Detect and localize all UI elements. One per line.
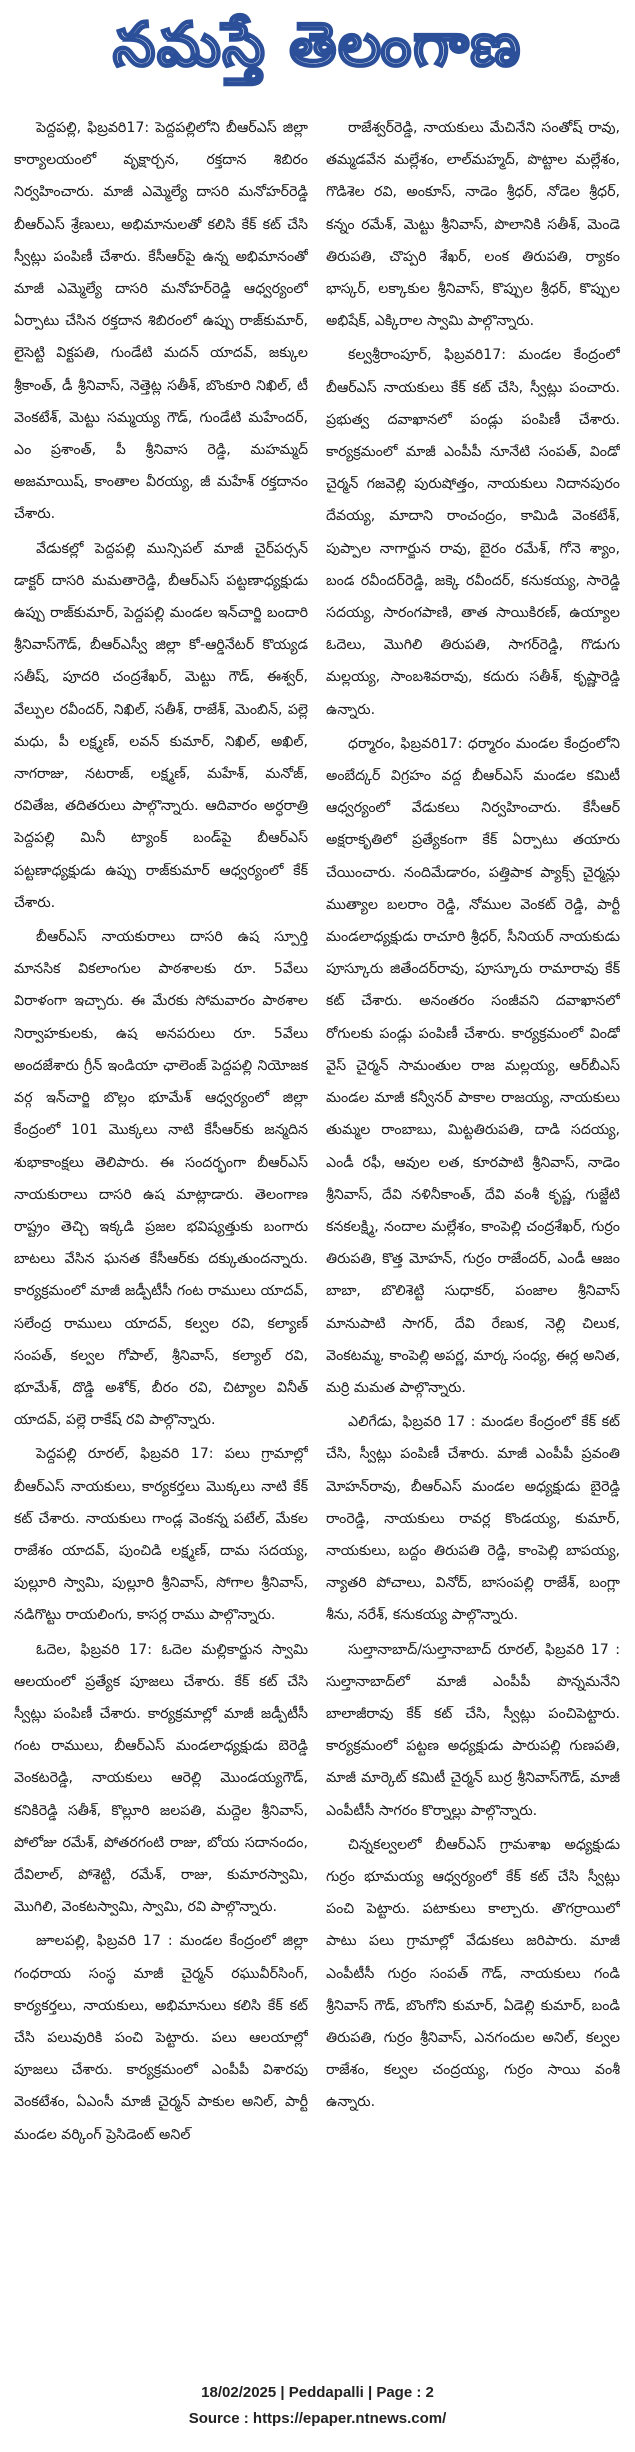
paragraph: పెద్దపల్లి రూరల్, ఫిబ్రవరి 17: పలు గ్రామాల్లో బీఆర్‌ఎస్ నాయకులు, కార్యకర్తలు మొక్కలు నాటి కేక్ కట్ చేశారు. నాయకులు గాండ్ల వెంకన్న పటేల్, మేకల రాజేశం యాదవ్, పుంచిడి లక్ష్మణ్, దామ సదయ్య, పుల్లూరి స్వామి, పుల్లూరి శ్రీనివాస్, సోగాల శ్రీనివాస్, నడిగొట్టు రాయలింగు, కాసర్ల రాము పాల్గొన్నారు. [14,1446,308,1624]
right-column [326,112,620,2322]
masthead [0,6,635,98]
paragraph: బీఆర్‌ఎస్ నాయకురాలు దాసరి ఉష స్పూర్తి మానసిక వికలాంగుల పాఠశాలకు రూ. 5వేలు విరాళంగా ఇచ్చారు. ఈ మేరకు సోమవారం పాఠశాల నిర్వాహకులకు, ఉష అనపరులు రూ. 5వేలు అందజేశారు గ్రీన్ ఇండియా ఛాలెంజ్ పెద్దపల్లి నియోజక వర్గ ఇన్‌చార్జి బొల్లం భూమేశ్ ఆధ్వర్యంలో జిల్లా కేంద్రంలో 101 మొక్కలు నాటి కేసీఆర్‌కు జన్మదిన శుభాకాంక్షలు తెలిపారు. ఈ సందర్భంగా బీఆర్‌ఎస్ నాయకురాలు దాసరి ఉష మాట్లాడారు. తెలంగాణ రాష్ట్రం తెచ్చి ఇక్కడి ప్రజల భవిష్యత్తుకు బంగారు బాటలు వేసిన ఘనత కేసీఆర్‌కు దక్కుతుందన్నారు. కార్యక్రమంలో మాజీ జడ్పీటీసీ గంట రాములు యాదవ్, సలేంద్ర రాములు యాదవ్, కల్వల రవి, కల్యాణ్ సంపత్, కల్వల గోపాల్, శ్రీనివాస్, కల్యాల్ రవి, భూమేశ్, దొడ్డి అశోక్, బీరం రవి, చిట్యాల వినీత్ యాదవ్, పల్లె రాకేష్ రవి పాల్గొన్నారు. [14,929,308,1429]
masthead-title: నమస్తే తెలంగాణ [112,10,523,80]
paragraph: జూలపల్లి, ఫిబ్రవరి 17 : మండల కేంద్రంలో జిల్లా గంధరాయ సంస్థ మాజీ చైర్మన్ రఘువీర్‌సింగ్, కార్యకర్తలు, నాయకులు, అభిమానులు కలిసి కేక్ కట్ చేసి పలువురికి పంచి పెట్టారు. పలు ఆలయాల్లో పూజలు చేశారు. కార్యక్రమంలో ఎంపీపీ విశారపు వెంకటేశం, ఏఎంసీ మాజీ చైర్మన్ పాకుల అనిల్, పార్టీ మండల వర్కింగ్ ప్రెసిడెంట్ అనిల్ [14,1933,308,2143]
left-column [14,112,308,2322]
paragraph: రాజేశ్వర్‌రెడ్డి, నాయకులు మేచినేని సంతోష్ రావు, తమ్మడవేన మల్లేశం, లాల్‌మహ్మద్, పొట్టాల మల్లేశం, గొడిశెల రవి, అంకూస్, నాడెం శ్రీధర్, నోడెల శ్రీధర్, కన్నం రమేశ్, మెట్టు శ్రీనివాస్, పొలానికి సతీశ్, మెండె తిరుపతి, చొప్పరి శేఖర్, లంక తిరుపతి, ర్యాకం భాస్కర్, లక్కాకుల శ్రీనివాస్, కొప్పుల శ్రీధర్, కొప్పుల అభిషేక్, ఎక్కిరాల స్వామి పాల్గొన్నారు. [326,120,620,330]
paragraph: ధర్మారం, ఫిబ్రవరి17: ధర్మారం మండల కేంద్రంలోని అంబేద్కర్ విగ్రహం వద్ద బీఆర్‌ఎస్ మండల కమిటీ ఆధ్వర్యంలో వేడుకలు నిర్వహించారు. కేసీఆర్ అక్షరాకృతిలో ప్రత్యేకంగా కేక్ ఏర్పాటు తయారు చేయించారు. నందిమేడారం, పత్తిపాక ప్యాక్స్ చైర్మన్లు ముత్యాల బలరాం రెడ్డి, నోముల వెంకట్ రెడ్డి, పార్టీ మండలాధ్యక్షుడు రాచూరి శ్రీధర్, సీనియర్ నాయకుడు పూస్కూరు జితేందర్‌రావు, పూస్కూరు రామారావు కేక్ కట్ చేశారు. అనంతరం సంజీవని దవాఖానలో రోగులకు పండ్లు పంపిణీ చేశారు. కార్యక్రమంలో విండో వైస్ చైర్మన్ సామంతుల రాజ మల్లయ్య, ఆర్‌బీఎస్ మండల మాజీ కన్వీనర్ పాకాల రాజయ్య, నాయకులు తుమ్మల రాంబాబు, మిట్టతిరుపతి, దాడి సదయ్య, ఎండీ రఫీ, ఆవుల లత, కూరపాటి శ్రీనివాస్, నాడెం శ్రీనివాస్, దేవి నళినీకాంత్, దేవి వంశీ కృష్ణ, గుజ్జేటి కనకలక్ష్మి, నందాల మల్లేశం, కాంపెల్లి చంద్రశేఖర్, గుర్రం తిరుపతి, కొత్త మోహన్, గుర్రం రాజేందర్, ఎండీ ఆజం బాబా, బొలిశెట్టి సుధాకర్, పంజాల శ్రీనివాస్ మానుపాటి సాగర్, దేవి రేణుక, నెల్లి చిలుక, వెంకటమ్మ, కాంపెల్లి అపర్ణ, మార్క సంధ్య, ఈర్ల అనిత, మర్రి మమత పాల్గొన్నారు. [326,735,620,1396]
paragraph: వేడుకల్లో పెద్దపల్లి మున్సిపల్ మాజీ చైర్‌పర్సన్ డాక్టర్ దాసరి మమతారెడ్డి, బీఆర్‌ఎస్ పట్టణాధ్యక్షుడు ఉప్పు రాజ్‌కుమార్, పెద్దపల్లి మండల ఇన్‌చార్జి బందారి శ్రీనివాస్‌గౌడ్, బీఆర్‌ఎస్వీ జిల్లా కో-ఆర్డినేటర్ కొయ్యడ సతీష్, పూదరి చంద్రశేఖర్, మెట్టు గౌడ్, ఈశ్వర్, వేల్పుల రవీందర్, నిఖిల్, సతీశ్, రాజేశ్, మెంబిన్, పల్లె మధు, పీ లక్ష్మణ్, లవన్ కుమార్, నిఖిల్, అఖిల్, నాగరాజు, నటరాజ్, లక్ష్మణ్, మహేశ్, మనోజ్, రవితేజ, తదితరులు పాల్గొన్నారు. ఆదివారం అర్ధరాత్రి పెద్దపల్లి మినీ ట్యాంక్ బండ్‌పై బీఆర్‌ఎస్ పట్టణాధ్యక్షుడు ఉప్పు రాజ్‌కుమార్ ఆధ్వర్యంలో కేక్ చేశారు. [14,540,308,911]
source-line: Source : https://epaper.ntnews.com/ [188,2410,447,2427]
article-columns [14,112,620,2322]
edition-line: 18/02/2025 | Peddapalli | Page : 2 [201,2384,434,2401]
paragraph: కల్వశ్రీరాంపూర్, ఫిబ్రవరి17: మండల కేంద్రంలో బీఆర్‌ఎస్ నాయకులు కేక్ కట్ చేసి, స్వీట్లు పంచారు. ప్రభుత్వ దవాఖానలో పండ్లు పంపిణీ చేశారు. కార్యక్రమంలో మాజీ ఎంపీపీ నూనేటి సంపత్, విండో చైర్మన్ గజవెల్లి పురుషోత్తం, నాయకులు నిదానపురం దేవయ్య, మాదాని రాంచంద్రం, కామిడి వెంకటేశ్, పుప్పాల నాగార్జున రావు, బైరం రమేశ్, గోనె శ్యాం, బండ రవీందర్‌రెడ్డి, జక్కె రవీందర్, కనుకయ్య, సారెడ్డి సదయ్య, సారంగపాణి, తాత సాయికిరణ్, ఉయ్యాల ఓదెలు, మొగిలి తిరుపతి, సాగర్‌రెడ్డి, గొడుగు మల్లయ్య, సాంబశివరావు, కదురు సతీశ్, కృష్ణారెడ్డి ఉన్నారు. [326,347,620,718]
paragraph: సుల్తానాబాద్/సుల్తానాబాద్ రూరల్, ఫిబ్రవరి 17 : సుల్తానాబాద్‌లో మాజీ ఎంపీపీ పొన్నమనేని బాలాజీరావు కేక్ కట్ చేసి, స్వీట్లు పంచిపెట్టారు. కార్యక్రమంలో పట్టణ అధ్యక్షుడు పారుపల్లి గుణపతి, మాజీ మార్కెట్ కమిటీ చైర్మన్ బుర్ర శ్రీనివాస్‌గౌడ్, మాజీ ఎంపీటీసీ సాగరం కొర్నాల్లు పాల్గొన్నారు. [326,1641,620,1819]
paragraph: చిన్నకల్వలలో బీఆర్‌ఎస్ గ్రామశాఖ అధ్యక్షుడు గుర్రం భూమయ్య ఆధ్వర్యంలో కేక్ కట్ చేసి స్వీట్లు పంచి పెట్టారు. పటాకులు కాల్చారు. తొగర్రాయిలో పాటు పలు గ్రామాల్లో వేడుకలు జరిపారు. మాజీ ఎంపీటీసీ గుర్రం సంపత్ గౌడ్, నాయకులు గండి శ్రీనివాస్ గౌడ్, బొంగోని కుమార్, ఏడెల్లి కుమార్, బండి తిరుపతి, గుర్రం శ్రీనివాస్, ఎనగందుల అనిల్, కల్వల రాజేశం, కల్వల చంద్రయ్య, గుర్రం సాయి వంశీ ఉన్నారు. [326,1836,620,2111]
paragraph: ఎలిగేడు, ఫిబ్రవరి 17 : మండల కేంద్రంలో కేక్ కట్ చేసి, స్వీట్లు పంపిణీ చేశారు. మాజీ ఎంపీపీ ప్రవంతి మోహన్‌రావు, బీఆర్‌ఎస్ మండల అధ్యక్షుడు బైరెడ్డి రాంరెడ్డి, నాయకులు రావర్ల కొండయ్య, కుమార్, నాయకులు, బద్దం తిరుపతి రెడ్డి, కాంపెల్లి బాపయ్య, న్యాతరి పోచాలు, వినోద్, బాసంపల్లి రాజేశ్, బంగ్లా శీను, నరేశ్, కనుకయ్య పాల్గొన్నారు. [326,1414,620,1624]
paragraph: ఓదెల, ఫిబ్రవరి 17: ఓదెల మల్లికార్జున స్వామి ఆలయంలో ప్రత్యేక పూజలు చేశారు. కేక్ కట్ చేసి స్వీట్లు పంపిణీ చేశారు. కార్యక్రమాల్లో మాజీ జడ్పీటీసీ గంట రాములు, బీఆర్‌ఎస్ మండలాధ్యక్షుడు బెరెడ్డి వెంకటరెడ్డి, నాయకులు ఆరెల్లి మొండయ్యగౌడ్, కనికిరెడ్డి సతీశ్, కొల్లూరి జలపతి, మద్దెల శ్రీనివాస్, పోలోజు రమేశ్, పోతరగంటి రాజు, బోయ సదానందం, దేవిలాల్, పోశెట్టి, రమేశ్, రాజు, కుమారస్వామి, మొగిలి, వెంకటస్వామి, స్వామి, రవి పాల్గొన్నారు. [14,1641,308,1916]
paragraph: పెద్దపల్లి, ఫిబ్రవరి17: పెద్దపల్లిలోని బీఆర్‌ఎస్ జిల్లా కార్యాలయంలో వృక్షార్చన, రక్తదాన శిబిరం నిర్వహించారు. మాజీ ఎమ్మెల్యే దాసరి మనోహర్‌రెడ్డి బీఆర్‌ఎస్ శ్రేణులు, అభిమానులతో కలిసి కేక్ కట్ చేసి స్వీట్లు పంపిణీ చేశారు. కేసీఆర్‌పై ఉన్న అభిమానంతో మాజీ ఎమ్మెల్యే దాసరి మనోహర్‌రెడ్డి ఆధ్వర్యంలో ఏర్పాటు చేసిన రక్తదాన శిబిరంలో ఉప్పు రాజ్‌కుమార్, లైసెట్టి విక్టపతి, గుండేటి మదన్ యాదవ్, జక్కుల శ్రీకాంత్, డీ శ్రీనివాస్, నెత్తెట్ల సతీశ్, బొంకూరి నిఖిల్, టీ వెంకటేశ్, మెట్టు సమ్మయ్య గౌడ్, గుండేటి మహేందర్, ఎం ప్రశాంత్, పీ శ్రీనివాస రెడ్డి, మహమ్మద్ అజమాయిష్, కాంతాల వీరయ్య, జీ మహేశ్ రక్తదానం చేశారు. [14,120,308,523]
